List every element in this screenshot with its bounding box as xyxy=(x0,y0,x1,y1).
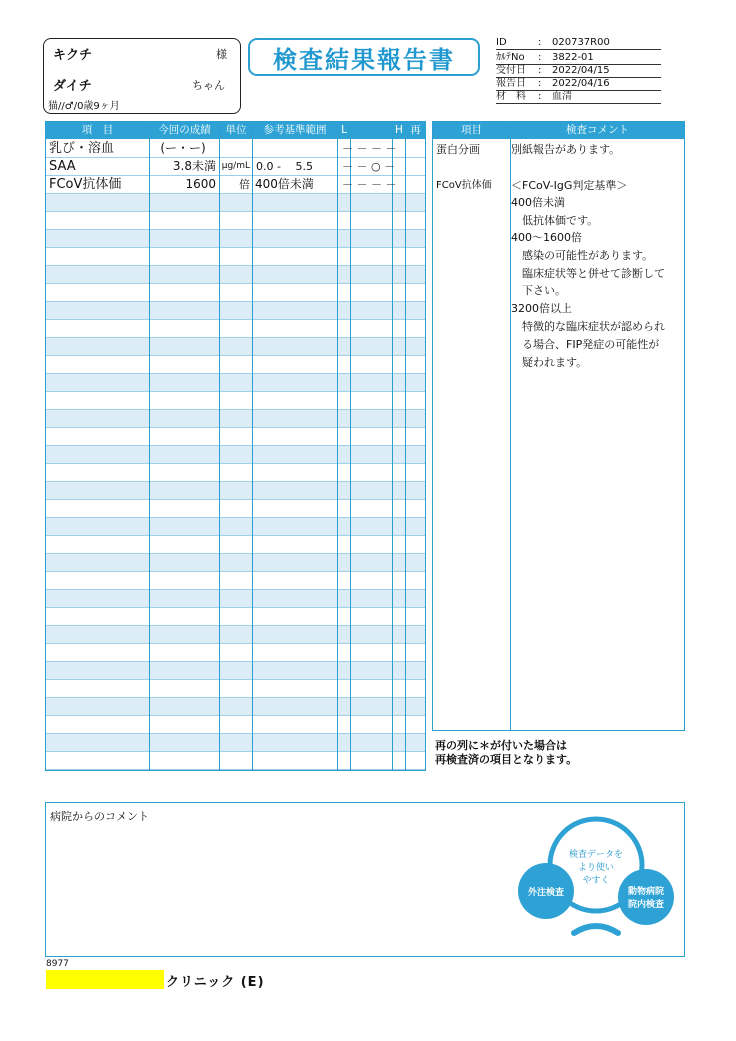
pet-profile: 猫//♂/0歳9ヶ月 xyxy=(48,101,120,112)
patient-box xyxy=(43,38,241,114)
comment-line: ＜FCoV-IgG判定基準＞ xyxy=(511,179,628,192)
badge-right-2: 院内検査 xyxy=(627,900,665,910)
comment-item: FCoV抗体価 xyxy=(436,180,492,191)
row-band xyxy=(46,302,425,320)
recheck-note-1: 再の列に＊が付いた場合は xyxy=(435,739,567,752)
info-value: 血清 xyxy=(552,91,572,102)
result-unit: 倍 xyxy=(239,178,250,191)
info-colon: : xyxy=(538,65,542,76)
comment-table xyxy=(432,121,685,731)
info-row-chart-no xyxy=(496,51,661,64)
row-band xyxy=(46,680,425,698)
row-band xyxy=(46,500,425,518)
header-high: H xyxy=(393,122,405,139)
info-value: 020737R00 xyxy=(552,37,610,48)
info-colon: : xyxy=(538,52,542,63)
row-band xyxy=(46,626,425,644)
result-unit: μg/mL xyxy=(221,161,250,171)
badge-center-1: 検査データを xyxy=(568,850,624,860)
redaction-highlight xyxy=(46,970,164,989)
row-band xyxy=(46,518,425,536)
row-band xyxy=(46,590,425,608)
report-title-box xyxy=(248,38,480,76)
header-result: 今回の成績 xyxy=(150,122,219,139)
info-value: 2022/04/15 xyxy=(552,65,610,76)
row-band xyxy=(46,266,425,284)
result-item: SAA xyxy=(49,159,76,174)
row-band xyxy=(46,662,425,680)
comment-header-item: 項目 xyxy=(433,122,510,139)
row-band xyxy=(46,338,425,356)
row-band xyxy=(46,644,425,662)
info-key: 材 料 xyxy=(496,91,526,102)
badge-center-2: より使い xyxy=(577,863,615,873)
comment-line: る場合、FIP発症の可能性が xyxy=(511,338,660,351)
header-reference: 参考基準範囲 xyxy=(253,122,337,139)
row-band xyxy=(46,374,425,392)
result-item: 乳び・溶血 xyxy=(49,141,115,156)
comment-line: 臨床症状等と併せて診断して xyxy=(511,267,665,280)
results-table xyxy=(45,121,426,771)
service-badge xyxy=(516,815,676,947)
info-key: 報告日 xyxy=(496,78,526,89)
pet-name: ダイチ xyxy=(53,79,92,94)
row-band xyxy=(46,284,425,302)
result-flags: － － － － xyxy=(342,178,397,191)
row-band xyxy=(46,608,425,626)
info-colon: : xyxy=(538,78,542,89)
row-band xyxy=(46,410,425,428)
header-unit: 単位 xyxy=(220,122,252,139)
result-value: 3.8未満 xyxy=(172,159,216,173)
result-reference: 400倍未満 xyxy=(255,177,314,191)
header-recheck: 再 xyxy=(406,122,425,139)
info-value: 2022/04/16 xyxy=(552,78,610,89)
row-band xyxy=(46,446,425,464)
comment-line: 低抗体価です。 xyxy=(511,214,599,227)
result-value: (ー・ー) xyxy=(160,141,206,155)
row-band xyxy=(46,482,425,500)
info-key: 受付日 xyxy=(496,65,526,76)
row-band xyxy=(46,554,425,572)
result-flags: － － ○ － xyxy=(342,160,396,173)
info-row-material xyxy=(496,90,661,103)
report-title: 検査結果報告書 xyxy=(273,45,455,74)
info-row-reported xyxy=(496,77,661,90)
info-row-id xyxy=(496,36,661,49)
comment-line: 400倍未満 xyxy=(511,196,565,209)
comment-line: 400～1600倍 xyxy=(511,231,582,244)
row-band xyxy=(46,392,425,410)
info-colon: : xyxy=(538,37,542,48)
badge-right-1: 動物病院 xyxy=(627,887,665,897)
comment-line: 疑われます。 xyxy=(511,356,588,369)
header-item: 項 目 xyxy=(46,122,149,139)
comment-line: 下さい。 xyxy=(511,284,566,297)
comment-line: 特徴的な臨床症状が認められ xyxy=(511,320,665,333)
row-band xyxy=(46,464,425,482)
comment-line: 感染の可能性があります。 xyxy=(511,249,654,262)
recheck-note-2: 再検査済の項目となります。 xyxy=(435,753,578,766)
row-band xyxy=(46,572,425,590)
row-band xyxy=(46,752,425,770)
info-key: ID xyxy=(496,37,507,48)
row-band xyxy=(46,734,425,752)
pet-suffix: ちゃん xyxy=(192,79,225,92)
row-band xyxy=(46,230,425,248)
badge-center-3: やすく xyxy=(582,876,610,886)
comment-item: 蛋白分画 xyxy=(436,143,480,156)
row-band xyxy=(46,320,425,338)
clinic-name: クリニック (E) xyxy=(166,975,265,990)
comment-line: 3200倍以上 xyxy=(511,302,572,315)
info-colon: : xyxy=(538,91,542,102)
row-band xyxy=(46,536,425,554)
comment-header-text: 検査コメント xyxy=(511,122,684,139)
owner-name: キクチ xyxy=(53,48,93,63)
row-band xyxy=(46,428,425,446)
row-band xyxy=(46,212,425,230)
info-value: 3822-01 xyxy=(552,52,594,63)
badge-left: 外注検査 xyxy=(527,888,565,898)
result-flags: － － － － xyxy=(342,142,397,155)
row-band xyxy=(46,716,425,734)
row-band xyxy=(46,356,425,374)
result-value: 1600 xyxy=(185,177,216,191)
row-band xyxy=(46,698,425,716)
owner-suffix: 様 xyxy=(216,48,227,61)
hospital-comment-box xyxy=(45,802,685,957)
row-band xyxy=(46,194,425,212)
info-key: ｶﾙﾃNo xyxy=(496,52,525,63)
header-blank xyxy=(351,122,392,139)
header-low: L xyxy=(338,122,350,139)
info-row-received xyxy=(496,64,661,77)
report-code: 8977 xyxy=(46,959,69,969)
comment-line: 別紙報告があります。 xyxy=(511,143,621,156)
result-item: FCoV抗体価 xyxy=(49,177,122,192)
result-reference: 0.0 - 5.5 xyxy=(256,160,313,173)
row-band xyxy=(46,248,425,266)
hospital-comment-label: 病院からのコメント xyxy=(50,810,149,823)
